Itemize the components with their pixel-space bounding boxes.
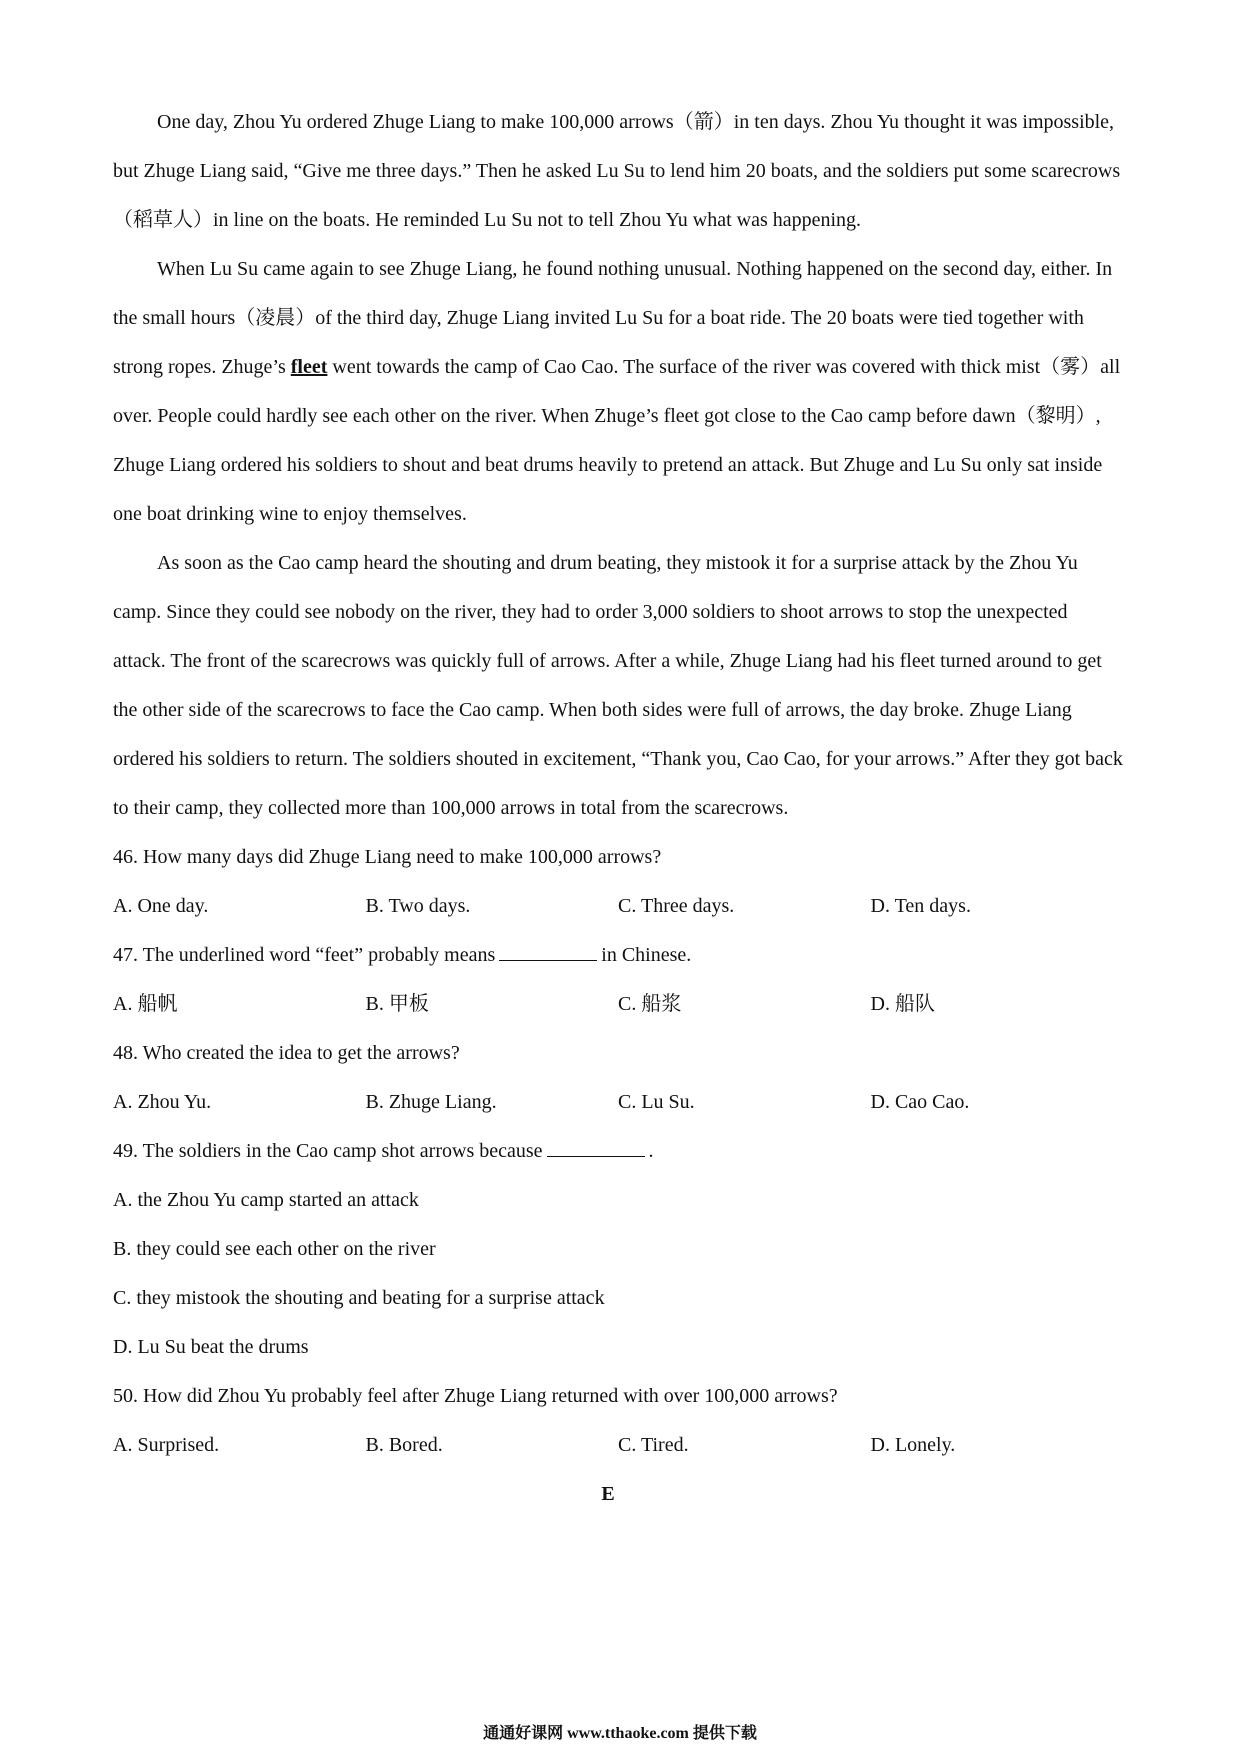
paragraph-text: went towards the camp of Cao Cao. The surface of the river was covered with thick mist（雾）all over. People could hardly see each other on the river. When Zhuge’s fleet got close to the Cao camp before dawn（黎明）, Zhuge Liang ordered his soldiers to shout and beat drums heavily to pretend an attack. But Zhuge and Lu Su only sat inside one boat drinking wine to enjoy themselves. xyxy=(113,356,1121,525)
paragraph-text: One day, Zhou Yu ordered Zhuge Liang to make 100,000 arrows（箭）in ten days. Zhou Yu thought it was impossible, but Zhuge Liang said, “Give me three days.” Then he asked Lu Su to lend him 20 boats, and the soldiers put some scarecrows（稻草人）in line on the boats. He reminded Lu Su not to tell Zhou Yu what was happening. xyxy=(113,111,1121,231)
question-text: 47. The underlined word “feet” probably means xyxy=(113,944,496,966)
question-text: 49. The soldiers in the Cao camp shot arrows because xyxy=(113,1140,543,1162)
option-d: D. Lonely. xyxy=(870,1434,956,1456)
question-47-options xyxy=(113,980,1123,1029)
option-c: C. 船浆 xyxy=(618,993,682,1015)
option-a: A. 船帆 xyxy=(113,993,178,1015)
option-a: A. Zhou Yu. xyxy=(113,1091,212,1113)
option-a: A. One day. xyxy=(113,895,209,917)
question-48: 48. Who created the idea to get the arrows? xyxy=(113,1042,460,1064)
paragraph-text: When Lu Su came again to see Zhuge Liang, he found nothing unusual. Nothing happened on the second day, either. In the small hours（凌晨）of the third day, Zhuge Liang invited Lu Su for a boat ride. The 20 boats were tied together with strong ropes. Zhuge’s xyxy=(113,258,1113,378)
paragraph-text: As soon as the Cao camp heard the shouting and drum beating, they mistook it for a surprise attack by the Zhou Yu camp. Since they could see nobody on the river, they had to order 3,000 soldiers to shoot arrows to stop the unexpected attack. The front of the scarecrows was quickly full of arrows. After a while, Zhuge Liang had his fleet turned around to get the other side of the scarecrows to face the Cao camp. When both sides were full of arrows, the day broke. Zhuge Liang ordered his soldiers to return. The soldiers shouted in excitement, “Thank you, Cao Cao, for your arrows.” After they got back to their camp, they collected more than 100,000 arrows in total from the scarecrows. xyxy=(113,552,1123,819)
question-text: . xyxy=(648,1140,654,1162)
option-d: D. 船队 xyxy=(870,993,935,1015)
passage-paragraph-3 xyxy=(113,539,1123,833)
section-heading: E xyxy=(601,1483,615,1505)
question-46: 46. How many days did Zhuge Liang need to make 100,000 arrows? xyxy=(113,846,662,868)
option-b: B. Two days. xyxy=(365,895,471,917)
question-48-options xyxy=(113,1078,1123,1127)
option-b: B. 甲板 xyxy=(365,993,429,1015)
option-c: C. they mistook the shouting and beating for a surprise attack xyxy=(113,1287,605,1309)
option-b: B. Bored. xyxy=(365,1434,443,1456)
question-49 xyxy=(113,1127,1123,1176)
answer-blank xyxy=(499,944,597,961)
page-footer: 通通好课网 www.tthaoke.com 提供下载 xyxy=(483,1725,757,1742)
option-d: D. Ten days. xyxy=(870,895,971,917)
option-b: B. they could see each other on the river xyxy=(113,1238,436,1260)
question-46-options xyxy=(113,882,1123,931)
question-50-options xyxy=(113,1421,1123,1470)
option-a: A. Surprised. xyxy=(113,1434,220,1456)
option-b: B. Zhuge Liang. xyxy=(365,1091,497,1113)
question-text: in Chinese. xyxy=(601,944,692,966)
option-c: C. Three days. xyxy=(618,895,735,917)
answer-blank xyxy=(547,1140,645,1157)
underlined-word-fleet: fleet xyxy=(290,356,328,378)
option-a: A. the Zhou Yu camp started an attack xyxy=(113,1189,419,1211)
exam-content xyxy=(113,98,1123,1519)
passage-paragraph-2 xyxy=(113,245,1123,539)
question-50: 50. How did Zhou Yu probably feel after Zhuge Liang returned with over 100,000 arrows? xyxy=(113,1385,838,1407)
option-c: C. Lu Su. xyxy=(618,1091,695,1113)
option-d: D. Lu Su beat the drums xyxy=(113,1336,309,1358)
passage-paragraph-1 xyxy=(113,98,1123,245)
option-c: C. Tired. xyxy=(618,1434,689,1456)
option-d: D. Cao Cao. xyxy=(870,1091,970,1113)
question-47 xyxy=(113,931,1123,980)
